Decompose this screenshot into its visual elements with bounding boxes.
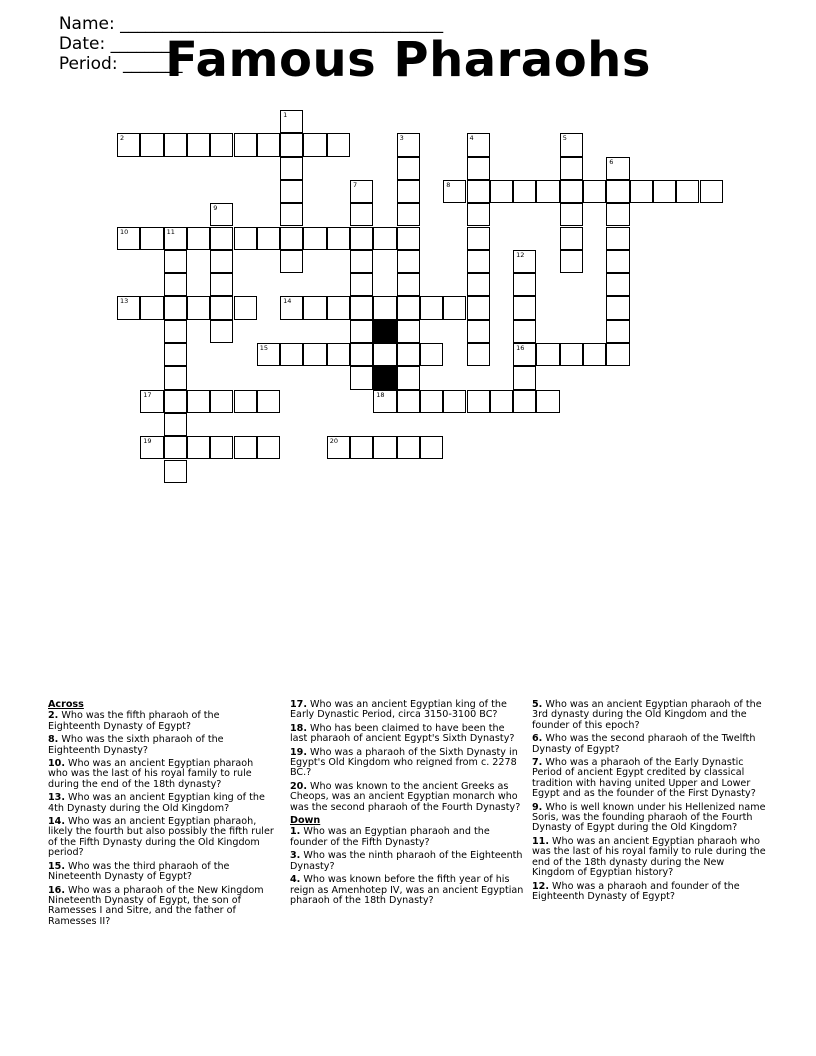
crossword-cell[interactable] <box>257 343 280 366</box>
crossword-cell[interactable] <box>467 157 490 180</box>
clue-number: 6 <box>609 157 614 166</box>
crossword-cell[interactable] <box>117 133 140 156</box>
clue-item: 17. Who was an ancient Egyptian king of the Early Dynastic Period, circa 3150-3100 BC? <box>290 699 507 721</box>
crossword-cell[interactable] <box>327 227 350 250</box>
clue-number: 13 <box>120 297 129 306</box>
crossword-cell[interactable] <box>164 273 187 296</box>
crossword-cell[interactable] <box>327 343 350 366</box>
clue-number: 7 <box>353 180 358 189</box>
crossword-cell[interactable] <box>397 180 420 203</box>
clues-column-3 <box>532 700 768 905</box>
crossword-cell[interactable] <box>234 436 257 459</box>
crossword-cell[interactable] <box>676 180 699 203</box>
crossword-cell[interactable] <box>117 227 140 250</box>
crossword-cell[interactable] <box>606 157 629 180</box>
crossword-cell[interactable] <box>327 296 350 319</box>
crossword-cell[interactable] <box>350 343 373 366</box>
clue-item: 7. Who was a pharaoh of the Early Dynastic Period of ancient Egypt credited by classical tradition with having united Upper and Lower Egypt and as the founder of the First Dynasty? <box>532 757 756 800</box>
clue-number: 9 <box>213 204 218 213</box>
crossword-cell[interactable] <box>210 390 233 413</box>
clue-item: 2. Who was the fifth pharaoh of the Eighteenth Dynasty of Egypt? <box>48 710 220 732</box>
clue-number: 11 <box>166 227 175 236</box>
clues-column-1 <box>48 700 274 930</box>
crossword-cell[interactable] <box>397 250 420 273</box>
crossword-cell[interactable] <box>397 296 420 319</box>
crossword-cell[interactable] <box>187 390 210 413</box>
clue-number: 19 <box>143 437 152 446</box>
crossword-cell[interactable] <box>397 366 420 389</box>
crossword-cell[interactable] <box>397 203 420 226</box>
clue-number: 8 <box>446 180 451 189</box>
clue-number: 10 <box>120 227 129 236</box>
crossword-cell[interactable] <box>303 343 326 366</box>
crossword-cell[interactable] <box>210 320 233 343</box>
crossword-cell[interactable] <box>303 133 326 156</box>
down-clue-list-continued <box>532 700 768 902</box>
clue-item: 12. Who was a pharaoh and founder of the Eighteenth Dynasty of Egypt? <box>532 880 740 902</box>
crossword-cell[interactable] <box>210 227 233 250</box>
crossword-cell[interactable] <box>420 436 443 459</box>
clue-item: 9. Who is well known under his Hellenized name Soris, was the founding pharaoh of the Fourth Dynasty of Egypt during the Old Kingdom? <box>532 801 766 834</box>
crossword-cell[interactable] <box>234 133 257 156</box>
crossword-cell[interactable] <box>397 273 420 296</box>
clue-item: 4. Who was known before the fifth year of his reign as Amenhotep IV, was an ancient Egyptian pharaoh of the 18th Dynasty? <box>290 874 524 906</box>
crossword-cell[interactable] <box>467 273 490 296</box>
crossword-cell[interactable] <box>280 227 303 250</box>
clue-item: 10. Who was an ancient Egyptian pharaoh who was the last of his royal family to rule during the end of the 18th dynasty? <box>48 758 254 790</box>
crossword-cell[interactable] <box>536 180 559 203</box>
crossword-cell[interactable] <box>606 180 629 203</box>
crossword-cell[interactable] <box>350 203 373 226</box>
crossword-cell[interactable] <box>210 296 233 319</box>
clue-number: 3 <box>399 134 404 143</box>
crossword-cell[interactable] <box>350 250 373 273</box>
crossword-cell[interactable] <box>443 180 466 203</box>
across-clue-list <box>48 711 274 927</box>
crossword-cell[interactable] <box>350 366 373 389</box>
clue-item: 19. Who was a pharaoh of the Sixth Dynasty in Egypt's Old Kingdom who reigned from c. 2278 BC.? <box>290 746 518 779</box>
clue-item: 20. Who was known to the ancient Greeks as Cheops, was an ancient Egyptian monarch who was the second pharaoh of the Fourth Dynasty? <box>290 780 521 813</box>
crossword-cell[interactable] <box>513 180 536 203</box>
crossword-cell[interactable] <box>397 157 420 180</box>
crossword-cell[interactable] <box>583 343 606 366</box>
crossword-cell[interactable] <box>420 343 443 366</box>
clue-number: 14 <box>283 297 292 306</box>
clue-item: 18. Who has been claimed to have been the last pharaoh of ancient Egypt's Sixth Dynasty? <box>290 722 515 745</box>
crossword-cell[interactable] <box>606 250 629 273</box>
crossword-cell[interactable] <box>373 343 396 366</box>
clue-item: 11. Who was an ancient Egyptian pharaoh who was the last of his royal family to rule during the end of the 18th dynasty during the New Kingdom of Egyptian history? <box>532 835 766 879</box>
clue-item: 5. Who was an ancient Egyptian pharaoh of the 3rd dynasty during the Old Kingdom and the founder of this epoch? <box>532 699 762 731</box>
crossword-cell[interactable] <box>164 366 187 389</box>
crossword-cell[interactable] <box>280 133 303 156</box>
clue-item: 8. Who was the sixth pharaoh of the Eighteenth Dynasty? <box>48 734 224 756</box>
crossword-cell[interactable] <box>560 227 583 250</box>
crossword-cell[interactable] <box>280 157 303 180</box>
crossword-cell[interactable] <box>280 250 303 273</box>
crossword-cell[interactable] <box>513 296 536 319</box>
clue-number: 1 <box>283 111 288 119</box>
crossword-cell[interactable] <box>467 203 490 226</box>
crossword-cell[interactable] <box>164 343 187 366</box>
crossword-cell[interactable] <box>606 227 629 250</box>
crossword-cell[interactable] <box>467 296 490 319</box>
crossword-cell[interactable] <box>280 343 303 366</box>
crossword-cell[interactable] <box>303 296 326 319</box>
crossword-cell[interactable] <box>397 133 420 156</box>
crossword-cell[interactable] <box>560 250 583 273</box>
clue-number: 17 <box>143 390 152 399</box>
crossword-cell[interactable] <box>606 203 629 226</box>
name-field-label[interactable]: Name: ______________________________________ <box>58 14 444 34</box>
crossword-cell[interactable] <box>350 296 373 319</box>
clue-number: 15 <box>259 344 269 352</box>
crossword-cell[interactable] <box>350 273 373 296</box>
clue-number: 4 <box>469 134 474 143</box>
crossword-cell[interactable] <box>560 133 583 156</box>
across-heading: Across <box>48 699 84 710</box>
crossword-cell[interactable] <box>164 460 187 483</box>
clue-item: 1. Who was an Egyptian pharaoh and the founder of the Fifth Dynasty? <box>290 826 490 848</box>
down-heading: Down <box>290 815 321 827</box>
crossword-cell[interactable] <box>373 390 396 413</box>
clue-item: 13. Who was an ancient Egyptian king of the 4th Dynasty during the Old Kingdom? <box>48 792 265 814</box>
black-square <box>373 320 396 343</box>
crossword-cell[interactable] <box>210 133 233 156</box>
crossword-cell[interactable] <box>210 203 233 226</box>
clue-item: 15. Who was the third pharaoh of the Nineteenth Dynasty of Egypt? <box>48 860 230 883</box>
clue-number: 16 <box>516 344 525 352</box>
crossword-cell[interactable] <box>210 436 233 459</box>
crossword-cell[interactable] <box>280 180 303 203</box>
crossword-cell[interactable] <box>210 273 233 296</box>
crossword-cell[interactable] <box>513 366 536 389</box>
crossword-cell[interactable] <box>606 320 629 343</box>
crossword-cell[interactable] <box>397 343 420 366</box>
crossword-cell[interactable] <box>536 390 559 413</box>
crossword-cell[interactable] <box>630 180 653 203</box>
crossword-cell[interactable] <box>397 436 420 459</box>
crossword-cell[interactable] <box>560 343 583 366</box>
crossword-cell[interactable] <box>140 133 163 156</box>
crossword-cell[interactable] <box>280 110 303 133</box>
crossword-cell[interactable] <box>373 227 396 250</box>
crossword-cell[interactable] <box>257 133 280 156</box>
crossword-cell[interactable] <box>397 390 420 413</box>
across-clue-list-continued <box>290 700 524 813</box>
crossword-cell[interactable] <box>187 436 210 459</box>
crossword-cell[interactable] <box>350 320 373 343</box>
crossword-cell[interactable] <box>467 390 490 413</box>
clue-item: 6. Who was the second pharaoh of the Twelfth Dynasty of Egypt? <box>532 733 756 755</box>
crossword-cell[interactable] <box>164 436 187 459</box>
crossword-cell[interactable] <box>467 320 490 343</box>
crossword-cell[interactable] <box>164 413 187 436</box>
clue-number: 18 <box>376 390 385 399</box>
crossword-cell[interactable] <box>467 180 490 203</box>
crossword-cell[interactable] <box>280 296 303 319</box>
crossword-cell[interactable] <box>164 250 187 273</box>
crossword-cell[interactable] <box>606 296 629 319</box>
crossword-cell[interactable] <box>164 390 187 413</box>
crossword-cell[interactable] <box>513 250 536 273</box>
crossword-cell[interactable] <box>327 133 350 156</box>
crossword-cell[interactable] <box>234 390 257 413</box>
clue-item: 3. Who was the ninth pharaoh of the Eighteenth Dynasty? <box>290 850 523 872</box>
crossword-cell[interactable] <box>280 203 303 226</box>
crossword-cell[interactable] <box>536 343 559 366</box>
crossword-cell[interactable] <box>117 296 140 319</box>
crossword-cell[interactable] <box>513 273 536 296</box>
crossword-cell[interactable] <box>700 180 723 203</box>
crossword-cell[interactable] <box>164 133 187 156</box>
crossword-cell[interactable] <box>606 273 629 296</box>
clues-column-2 <box>290 700 524 909</box>
crossword-cell[interactable] <box>350 436 373 459</box>
crossword-cell[interactable] <box>467 227 490 250</box>
crossword-cell[interactable] <box>187 133 210 156</box>
crossword-cell[interactable] <box>583 180 606 203</box>
clue-number: 2 <box>120 134 125 143</box>
crossword-cell[interactable] <box>164 320 187 343</box>
crossword-cell[interactable] <box>350 227 373 250</box>
crossword-cell[interactable] <box>560 203 583 226</box>
date-field-label[interactable]: Date: _______ <box>58 34 171 54</box>
crossword-cell[interactable] <box>420 390 443 413</box>
crossword-cell[interactable] <box>560 157 583 180</box>
crossword-cell[interactable] <box>513 320 536 343</box>
crossword-cell[interactable] <box>490 180 513 203</box>
crossword-cell[interactable] <box>513 390 536 413</box>
crossword-cell[interactable] <box>467 133 490 156</box>
page-title: Famous Pharaohs <box>165 32 651 88</box>
crossword-cell[interactable] <box>257 227 280 250</box>
clue-number: 5 <box>562 134 567 143</box>
down-clue-list <box>290 827 524 906</box>
crossword-cell[interactable] <box>373 436 396 459</box>
crossword-cell[interactable] <box>187 296 210 319</box>
crossword-cell[interactable] <box>140 436 163 459</box>
black-square <box>373 366 396 389</box>
crossword-grid <box>0 0 816 500</box>
crossword-cell[interactable] <box>397 227 420 250</box>
crossword-cell[interactable] <box>490 390 513 413</box>
crossword-cell[interactable] <box>467 250 490 273</box>
crossword-cell[interactable] <box>350 180 373 203</box>
crossword-cell[interactable] <box>467 343 490 366</box>
crossword-cell[interactable] <box>234 227 257 250</box>
crossword-cell[interactable] <box>513 343 536 366</box>
clue-number: 20 <box>329 437 338 446</box>
crossword-cell[interactable] <box>560 180 583 203</box>
crossword-cell[interactable] <box>420 296 443 319</box>
crossword-cell[interactable] <box>164 296 187 319</box>
crossword-cell[interactable] <box>210 250 233 273</box>
crossword-cell[interactable] <box>257 436 280 459</box>
crossword-cell[interactable] <box>373 296 396 319</box>
crossword-cell[interactable] <box>140 390 163 413</box>
crossword-cell[interactable] <box>140 227 163 250</box>
crossword-cell[interactable] <box>303 227 326 250</box>
crossword-cell[interactable] <box>443 390 466 413</box>
period-field-label[interactable]: Period: _______ <box>58 54 183 74</box>
crossword-cell[interactable] <box>397 320 420 343</box>
crossword-cell[interactable] <box>257 390 280 413</box>
crossword-cell[interactable] <box>327 436 350 459</box>
crossword-cell[interactable] <box>187 227 210 250</box>
clue-item: 16. Who was a pharaoh of the New Kingdom Nineteenth Dynasty of Egypt, the son of Ramesses I and Sitre, and the father of Ramesses II? <box>48 884 264 927</box>
crossword-cell[interactable] <box>164 227 187 250</box>
clue-number: 12 <box>516 250 525 259</box>
crossword-cell[interactable] <box>234 296 257 319</box>
clue-item: 14. Who was an ancient Egyptian pharaoh, likely the fourth but also possibly the fifth ruler of the Fifth Dynasty during the Old Kingdom period? <box>48 816 274 859</box>
crossword-cell[interactable] <box>606 343 629 366</box>
crossword-cell[interactable] <box>653 180 676 203</box>
crossword-cell[interactable] <box>443 296 466 319</box>
crossword-cell[interactable] <box>140 296 163 319</box>
